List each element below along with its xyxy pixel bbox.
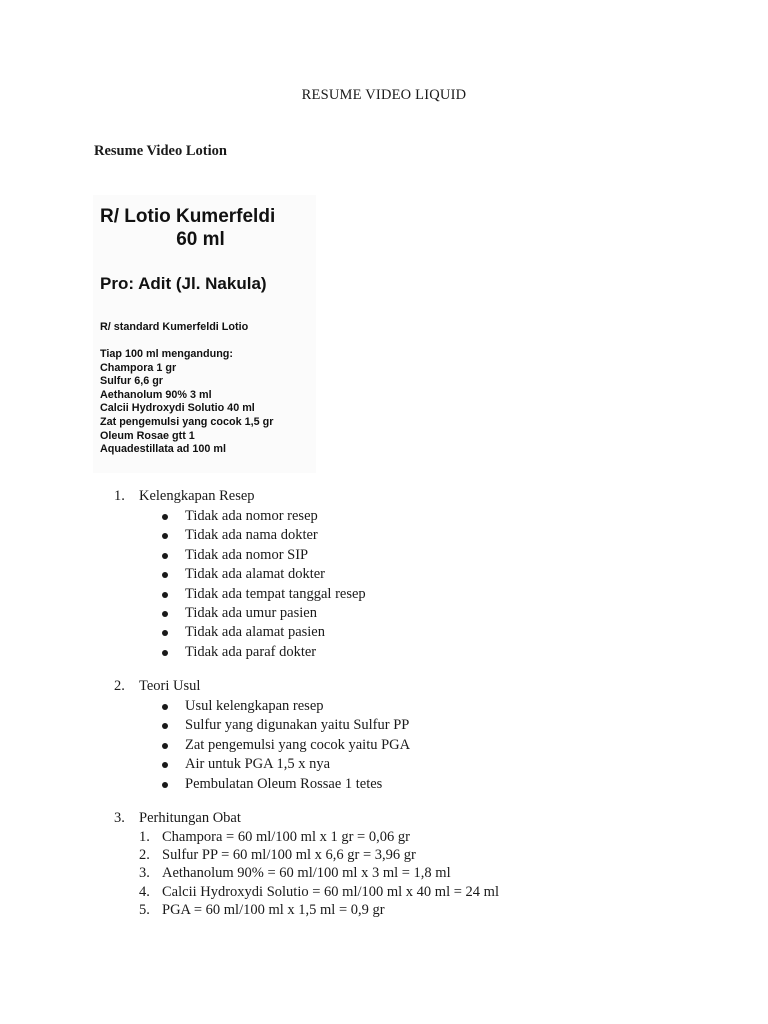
- list-item-number: 2.: [139, 847, 150, 864]
- bullet-icon: [162, 762, 168, 768]
- list-item-number: 3.: [139, 865, 150, 882]
- prescription-line: Aethanolum 90% 3 ml: [100, 388, 212, 401]
- prescription-composition: [100, 348, 314, 457]
- list-item-text: Sulfur yang digunakan yaitu Sulfur PP: [185, 717, 410, 734]
- section-title: Perhitungan Obat: [139, 810, 241, 826]
- section-title: Teori Usul: [139, 678, 201, 694]
- section-number: 1.: [114, 488, 125, 504]
- list-item-text: Zat pengemulsi yang cocok yaitu PGA: [185, 736, 411, 753]
- prescription-line: Aquadestillata ad 100 ml: [100, 443, 227, 456]
- list-item: [0, 547, 768, 566]
- list-item-text: PGA = 60 ml/100 ml x 1,5 ml = 0,9 gr: [162, 901, 385, 918]
- prescription-patient: Pro: Adit (Jl. Nakula): [100, 274, 267, 293]
- list-item: [0, 527, 768, 546]
- list-item-text: Usul kelengkapan resep: [185, 698, 324, 714]
- list-item: [0, 698, 768, 717]
- list-item-text: Aethanolum 90% = 60 ml/100 ml x 3 ml = 1,8 ml: [162, 865, 451, 882]
- prescription-line: Champora 1 gr: [100, 361, 177, 374]
- list-item: [0, 605, 768, 624]
- prescription-line: Calcii Hydroxydi Solutio 40 ml: [100, 402, 255, 415]
- list-item-number: 4.: [139, 883, 150, 900]
- list-item-text: Air untuk PGA 1,5 x nya: [185, 756, 330, 773]
- list-item-text: Sulfur PP = 60 ml/100 ml x 6,6 gr = 3,96 gr: [162, 847, 416, 864]
- list-item: [0, 756, 768, 775]
- bullet-icon: [162, 592, 168, 598]
- list-item: [0, 717, 768, 736]
- list-item: [0, 586, 768, 605]
- document-subtitle: Resume Video Lotion: [94, 143, 227, 159]
- list-item: [0, 644, 768, 663]
- list-item-number: 1.: [139, 829, 150, 845]
- list-item-text: Tidak ada alamat pasien: [185, 624, 325, 641]
- bullet-icon: [162, 704, 168, 710]
- list-item: [0, 865, 768, 883]
- list-item-text: Champora = 60 ml/100 ml x 1 gr = 0,06 gr: [162, 829, 410, 845]
- bullet-icon: [162, 723, 168, 729]
- section-title: Kelengkapan Resep: [139, 488, 255, 504]
- bullet-icon: [162, 782, 168, 788]
- prescription-line: Tiap 100 ml mengandung:: [100, 348, 233, 360]
- bullet-icon: [162, 611, 168, 617]
- prescription-line: Zat pengemulsi yang cocok 1,5 gr: [100, 415, 274, 428]
- bullet-icon: [162, 572, 168, 578]
- list-item: [0, 566, 768, 585]
- list-item: [0, 624, 768, 643]
- section-number: 3.: [114, 810, 125, 826]
- list-item: [0, 776, 768, 795]
- bullet-icon: [162, 533, 168, 539]
- section-number: 2.: [114, 678, 125, 694]
- prescription-image: [93, 195, 316, 473]
- list-item-text: Pembulatan Oleum Rossae 1 tetes: [185, 775, 383, 792]
- list-item: [0, 829, 768, 847]
- list-item-text: Tidak ada alamat dokter: [185, 566, 325, 583]
- list-item: [0, 508, 768, 527]
- list-item: [0, 737, 768, 756]
- list-item: [0, 847, 768, 865]
- list-item-text: Tidak ada umur pasien: [185, 605, 317, 621]
- prescription-standard: R/ standard Kumerfeldi Lotio: [100, 321, 249, 333]
- list-item-text: Tidak ada nomor resep: [185, 508, 318, 524]
- bullet-icon: [162, 650, 168, 656]
- list-item: [0, 902, 768, 920]
- list-item-text: Tidak ada nama dokter: [185, 527, 318, 544]
- list-item-text: Tidak ada tempat tanggal resep: [185, 585, 366, 602]
- bullet-icon: [162, 514, 168, 520]
- list-item-text: Tidak ada nomor SIP: [185, 546, 309, 563]
- document-title: RESUME VIDEO LIQUID: [301, 87, 467, 103]
- prescription-line: Oleum Rosae gtt 1: [100, 429, 195, 442]
- list-item-text: Tidak ada paraf dokter: [185, 643, 317, 660]
- list-item-text: Calcii Hydroxydi Solutio = 60 ml/100 ml x 40 ml = 24 ml: [162, 883, 499, 900]
- list-item-number: 5.: [139, 901, 150, 918]
- prescription-line: Sulfur 6,6 gr: [100, 375, 163, 388]
- bullet-icon: [162, 743, 168, 749]
- prescription-volume: 60 ml: [176, 229, 225, 250]
- prescription-title: R/ Lotio Kumerfeldi: [100, 206, 276, 227]
- list-item: [0, 884, 768, 902]
- bullet-icon: [162, 553, 168, 559]
- bullet-icon: [162, 630, 168, 636]
